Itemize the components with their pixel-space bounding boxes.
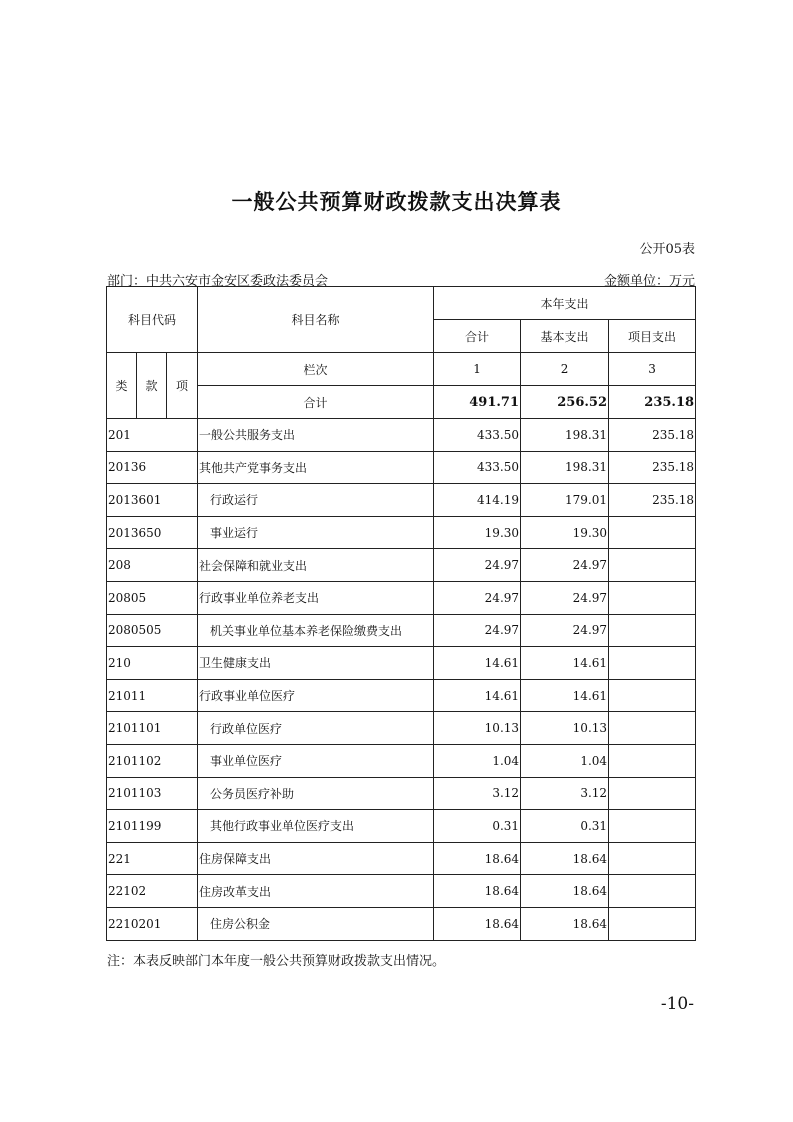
row-name: 事业单位医疗 [198, 744, 434, 777]
row-basic: 24.97 [521, 549, 609, 582]
table-row [107, 777, 696, 810]
row-code: 22102 [107, 875, 198, 908]
row-name: 行政单位医疗 [198, 712, 434, 745]
row-name: 住房改革支出 [198, 875, 434, 908]
row-project: 235.18 [609, 419, 696, 452]
row-code: 21011 [107, 679, 198, 712]
row-code: 20805 [107, 581, 198, 614]
row-project [609, 712, 696, 745]
row-code: 2210201 [107, 907, 198, 940]
row-name: 行政事业单位养老支出 [198, 581, 434, 614]
row-project [609, 614, 696, 647]
header-lei: 类 [107, 353, 137, 419]
row-basic: 24.97 [521, 614, 609, 647]
table-row [107, 419, 696, 452]
header-code: 科目代码 [107, 287, 198, 353]
row-code: 2013650 [107, 516, 198, 549]
row-project [609, 810, 696, 843]
page-title: 一般公共预算财政拨款支出决算表 [231, 190, 562, 214]
table-row [107, 810, 696, 843]
row-project [609, 549, 696, 582]
table-row [107, 451, 696, 484]
row-project [609, 581, 696, 614]
row-total: 18.64 [434, 842, 521, 875]
row-total: 14.61 [434, 679, 521, 712]
row-project [609, 647, 696, 680]
row-basic: 0.31 [521, 810, 609, 843]
row-name: 其他行政事业单位医疗支出 [198, 810, 434, 843]
table-row [107, 614, 696, 647]
row-basic: 18.64 [521, 907, 609, 940]
row-name: 行政事业单位医疗 [198, 679, 434, 712]
row-name: 行政运行 [198, 484, 434, 517]
row-basic: 179.01 [521, 484, 609, 517]
row-project: 235.18 [609, 484, 696, 517]
table-row [107, 581, 696, 614]
header-xiang: 项 [167, 353, 198, 419]
header-name: 科目名称 [198, 287, 434, 353]
row-code: 2101103 [107, 777, 198, 810]
header-kuan: 款 [137, 353, 167, 419]
table-row [107, 744, 696, 777]
table-row [107, 647, 696, 680]
row-project [609, 679, 696, 712]
header-project: 项目支出 [609, 320, 696, 353]
table-row [107, 842, 696, 875]
row-project [609, 907, 696, 940]
row-total: 24.97 [434, 614, 521, 647]
row-name: 公务员医疗补助 [198, 777, 434, 810]
row-basic: 1.04 [521, 744, 609, 777]
row-code: 2080505 [107, 614, 198, 647]
row-total: 0.31 [434, 810, 521, 843]
row-code: 210 [107, 647, 198, 680]
sum-label: 合计 [198, 386, 434, 419]
sum-total: 491.71 [434, 386, 521, 419]
row-total: 19.30 [434, 516, 521, 549]
row-code: 20136 [107, 451, 198, 484]
row-total: 24.97 [434, 549, 521, 582]
table-note: 注：本表反映部门本年度一般公共预算财政拨款支出情况。 [107, 954, 446, 969]
header-basic: 基本支出 [521, 320, 609, 353]
row-name: 社会保障和就业支出 [198, 549, 434, 582]
table-row [107, 516, 696, 549]
unit-label: 金额单位：万元 [603, 274, 695, 289]
row-total: 14.61 [434, 647, 521, 680]
row-code: 2013601 [107, 484, 198, 517]
row-basic: 24.97 [521, 581, 609, 614]
row-name: 住房保障支出 [198, 842, 434, 875]
department-label: 部门：中共六安市金安区委政法委员会 [107, 274, 329, 289]
row-project [609, 842, 696, 875]
row-basic: 198.31 [521, 451, 609, 484]
row-name: 事业运行 [198, 516, 434, 549]
table-row [107, 875, 696, 908]
sum-project: 235.18 [609, 386, 696, 419]
row-project [609, 875, 696, 908]
row-total: 10.13 [434, 712, 521, 745]
row-project [609, 744, 696, 777]
row-basic: 198.31 [521, 419, 609, 452]
table-row [107, 712, 696, 745]
row-total: 24.97 [434, 581, 521, 614]
table-row [107, 679, 696, 712]
row-basic: 10.13 [521, 712, 609, 745]
header-lanci: 栏次 [198, 353, 434, 386]
header-total: 合计 [434, 320, 521, 353]
row-code: 221 [107, 842, 198, 875]
row-total: 18.64 [434, 907, 521, 940]
row-code: 2101102 [107, 744, 198, 777]
row-basic: 14.61 [521, 679, 609, 712]
row-basic: 3.12 [521, 777, 609, 810]
row-name: 卫生健康支出 [198, 647, 434, 680]
row-total: 18.64 [434, 875, 521, 908]
sum-basic: 256.52 [521, 386, 609, 419]
row-code: 208 [107, 549, 198, 582]
row-code: 201 [107, 419, 198, 452]
row-basic: 14.61 [521, 647, 609, 680]
row-total: 1.04 [434, 744, 521, 777]
form-number: 公开05表 [639, 242, 695, 257]
table-row [107, 907, 696, 940]
col-number-3: 3 [609, 353, 696, 386]
row-total: 414.19 [434, 484, 521, 517]
row-project: 235.18 [609, 451, 696, 484]
row-basic: 18.64 [521, 842, 609, 875]
header-current-year: 本年支出 [434, 287, 696, 320]
row-name: 一般公共服务支出 [198, 419, 434, 452]
row-name: 其他共产党事务支出 [198, 451, 434, 484]
page-number: -10- [660, 994, 694, 1014]
row-name: 机关事业单位基本养老保险缴费支出 [198, 614, 434, 647]
col-number-2: 2 [521, 353, 609, 386]
row-total: 433.50 [434, 419, 521, 452]
row-project [609, 516, 696, 549]
row-total: 433.50 [434, 451, 521, 484]
row-code: 2101199 [107, 810, 198, 843]
row-total: 3.12 [434, 777, 521, 810]
row-basic: 19.30 [521, 516, 609, 549]
row-project [609, 777, 696, 810]
row-code: 2101101 [107, 712, 198, 745]
table-row [107, 549, 696, 582]
table-row [107, 484, 696, 517]
col-number-1: 1 [434, 353, 521, 386]
expenditure-table [106, 286, 696, 941]
row-name: 住房公积金 [198, 907, 434, 940]
row-basic: 18.64 [521, 875, 609, 908]
